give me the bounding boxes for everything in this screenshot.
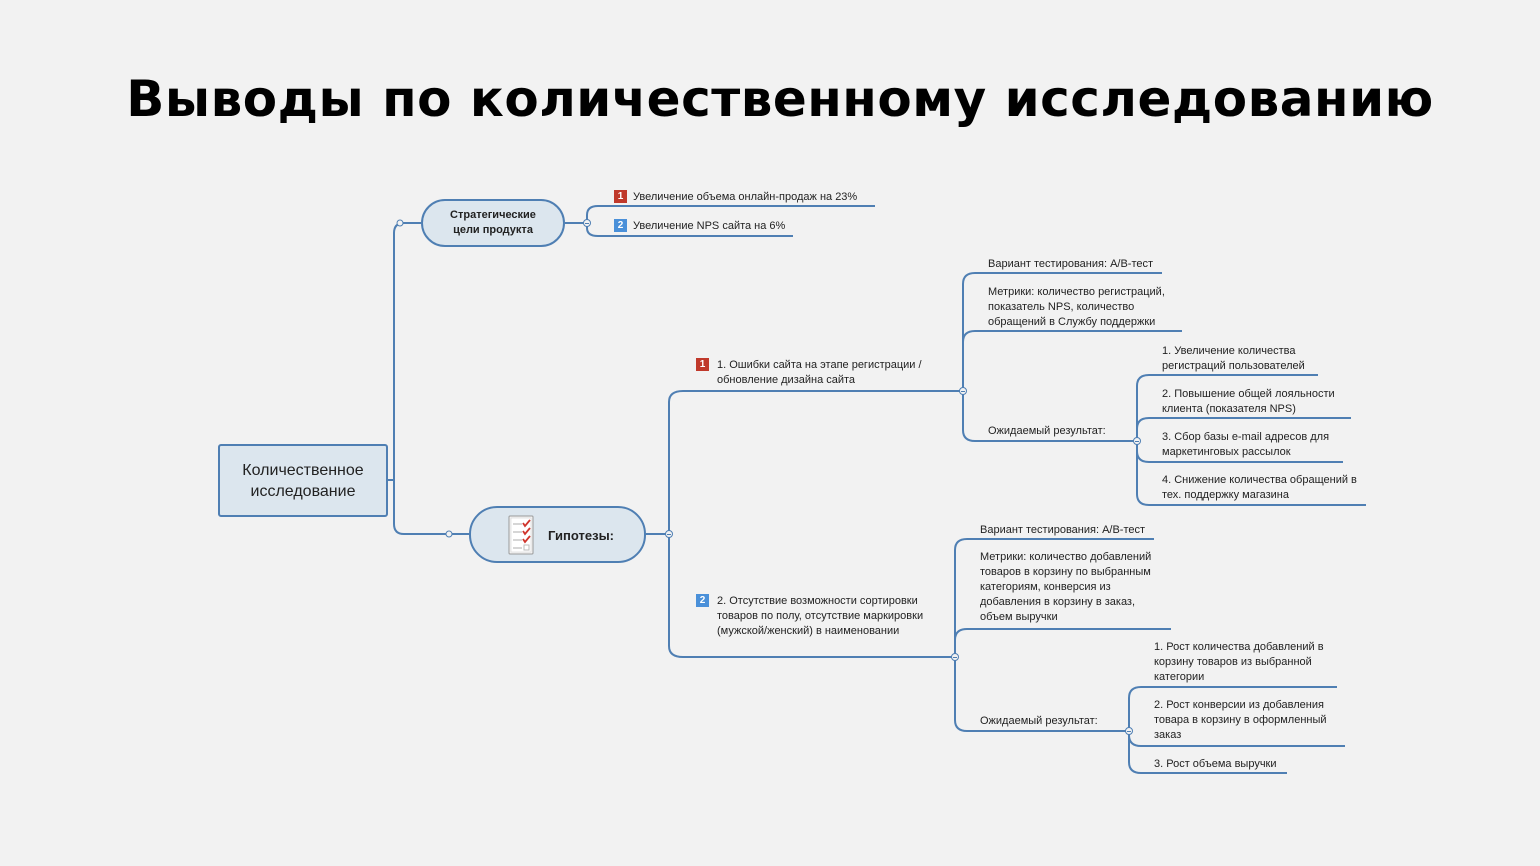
hypothesis-1-result-2[interactable]: 2. Повышение общей лояльности клиента (показателя NPS): [1162, 388, 1335, 415]
goals-label: Стратегические цели продукта: [450, 209, 536, 236]
priority-badge-2: 2: [614, 219, 627, 232]
hypothesis-2-result-1[interactable]: 1. Рост количества добавлений в корзину товаров из выбранной категории: [1154, 641, 1324, 683]
hypothesis-2-metrics[interactable]: Метрики: количество добавлений товаров в корзину по выбранным категориям, конверсия из добавления в корзину в заказ, объем выручки: [980, 551, 1152, 623]
hypotheses-label: Гипотезы:: [548, 528, 614, 543]
hypothesis-2-text[interactable]: 2. Отсутствие возможности сортировки товаров по полу, отсутствие маркировки (мужской/женский) в наименовании: [717, 595, 924, 637]
hypothesis-1-text[interactable]: 1. Ошибки сайта на этапе регистрации / обновление дизайна сайта: [717, 359, 922, 386]
collapse-toggle-results-1[interactable]: [1133, 437, 1141, 445]
hypotheses-node[interactable]: [469, 506, 646, 563]
hypothesis-1-result-4[interactable]: 4. Снижение количества обращений в тех. поддержку магазина: [1162, 474, 1357, 501]
hypothesis-2-badge: 2: [696, 594, 709, 607]
hypothesis-2-result-label[interactable]: Ожидаемый результат:: [980, 715, 1098, 727]
hypothesis-2-result-2[interactable]: 2. Рост конверсии из добавления товара в корзину в оформленный заказ: [1154, 699, 1327, 741]
collapse-toggle-hypothesis-1[interactable]: [959, 387, 967, 395]
goal-item-2[interactable]: Увеличение NPS сайта на 6%: [633, 220, 786, 232]
hypothesis-1-badge: 1: [696, 358, 709, 371]
hypothesis-1-variant[interactable]: Вариант тестирования: A/B-тест: [988, 258, 1154, 270]
goals-node[interactable]: [421, 199, 565, 247]
hypothesis-1-result-3[interactable]: 3. Сбор базы e-mail адресов для маркетинговых рассылок: [1162, 431, 1330, 458]
priority-badge-1: 1: [614, 190, 627, 203]
hypothesis-2-variant[interactable]: Вариант тестирования: A/B-тест: [980, 524, 1146, 536]
checklist-icon: [508, 515, 534, 555]
root-label: Количественное исследование: [242, 461, 364, 500]
page-title: Выводы по количественному исследованию: [126, 70, 1434, 128]
collapse-toggle-hypotheses[interactable]: [665, 530, 673, 538]
hypothesis-1-result-label[interactable]: Ожидаемый результат:: [988, 425, 1106, 437]
hypothesis-2-result-3[interactable]: 3. Рост объема выручки: [1154, 758, 1277, 770]
collapse-toggle-hypothesis-2[interactable]: [951, 653, 959, 661]
hypothesis-1-metrics[interactable]: Метрики: количество регистраций, показатель NPS, количество обращений в Службу поддержки: [988, 286, 1165, 328]
root-node[interactable]: [218, 444, 388, 517]
collapse-toggle-goals[interactable]: [583, 219, 591, 227]
collapse-toggle-results-2[interactable]: [1125, 727, 1133, 735]
goal-item-1[interactable]: Увеличение объема онлайн-продаж на 23%: [633, 191, 858, 203]
hypothesis-1-result-1[interactable]: 1. Увеличение количества регистраций пользователей: [1162, 345, 1305, 372]
